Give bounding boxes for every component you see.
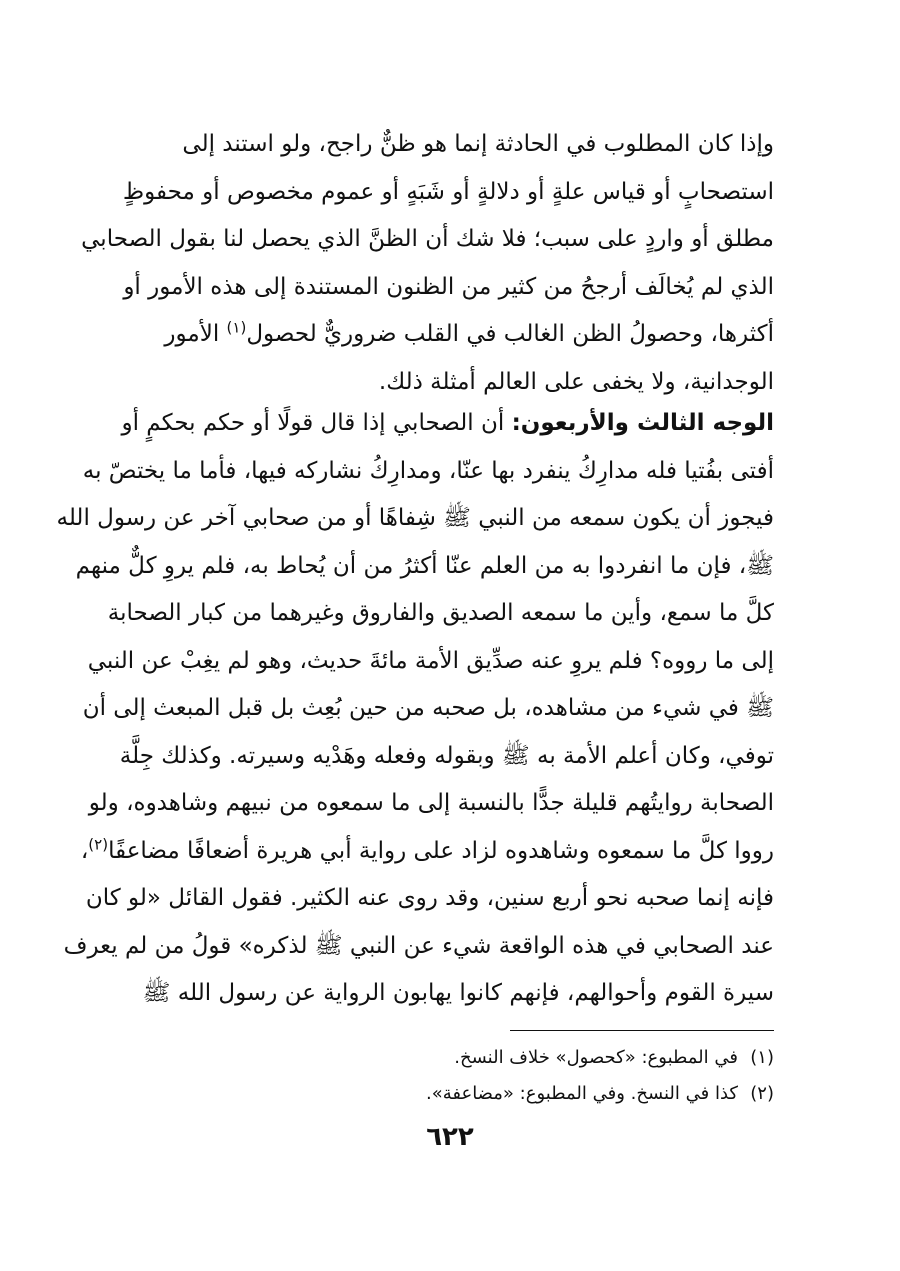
text-line: أفتى بفُتيا فله مدارِكُ ينفرد بها عنّا، ومدارِكُ نشاركه فيها، فأما ما يختصّ به [82, 457, 774, 484]
footnotes [380, 1040, 774, 1112]
footnote-text: كذا في النسخ. وفي المطبوع: «مضاعفة». [425, 1083, 738, 1104]
footnote-ref-1[interactable]: (١) [226, 318, 247, 337]
text-line: مطلق أو واردٍ على سبب؛ فلا شك أن الظنَّ الذي يحصل لنا بقول الصحابي [81, 226, 774, 252]
text-line: ﷺ في شيء من مشاهده، بل صحبه من حين بُعِث بل قبل المبعث إلى أن [82, 695, 774, 721]
text-line: إلى ما رووه؟ فلم يروِ عنه صدِّيق الأمة مائةَ حديث، وهو لم يغِبْ عن النبي [87, 647, 774, 674]
footnote-item [380, 1040, 774, 1076]
page-number: ٦٢٢ [426, 1122, 474, 1152]
text-line: فإنه إنما صحبه نحو أربع سنين، وقد روى عنه الكثير. فقول القائل «لو كان [85, 885, 774, 911]
paragraph-1 [81, 121, 774, 406]
footnote-text: في المطبوع: «كحصول» خلاف النسخ. [454, 1047, 738, 1068]
footnote-divider [510, 1030, 774, 1031]
paragraph-2 [56, 400, 774, 1018]
text-line: كلَّ ما سمع، وأين ما سمعه الصديق والفاروق وغيرهما من كبار الصحابة [107, 600, 774, 626]
text-line: عند الصحابي في هذه الواقعة شيء عن النبي ﷺ لذكره» قولُ من لم يعرف [63, 932, 774, 959]
text-line: أكثرها، وحصولُ الظن الغالب في القلب ضروريٌّ لحصول$^{(١)}$ الأمور [164, 318, 774, 347]
text-line: الوجه الثالث والأربعون: أن الصحابي إذا قال قولًا أو حكم بحكمٍ أو [121, 410, 774, 436]
text-line: الصحابة روايتُهم قليلة جدًّا بالنسبة إلى ما سمعوه من نبيهم وشاهدوه، ولو [88, 790, 774, 816]
text-line: الذي لم يُخالَف أرجحُ من كثير من الظنون المستندة إلى هذه الأمور أو [123, 273, 774, 300]
text-line: رووا كلَّ ما سمعوه وشاهدوه لزاد على رواية أبي هريرة أضعافًا مضاعفًا$^{(٢)}$، [80, 834, 774, 864]
footnote-number: (٢) [750, 1083, 774, 1104]
text-line: الوجدانية، ولا يخفى على العالم أمثلة ذلك. [378, 368, 774, 395]
footnote-ref-2[interactable]: (٢) [88, 834, 109, 853]
text-line: فيجوز أن يكون سمعه من النبي ﷺ شِفاهًا أو من صحابي آخر عن رسول الله [56, 505, 774, 531]
text-line: ﷺ، فإن ما انفردوا به من العلم عنّا أكثرُ من أن يُحاط به، فلم يروِ كلٌّ منهم [75, 552, 774, 579]
text-line: استصحابٍ أو قياس علةٍ أو دلالةٍ أو شَبَهٍ أو عموم مخصوص أو محفوظٍ [122, 178, 774, 205]
text-line: سيرة القوم وأحوالهم، فإنهم كانوا يهابون الرواية عن رسول الله ﷺ [142, 980, 774, 1006]
text-line: توفي، وكان أعلم الأمة به ﷺ وبقوله وفعله وهَدْيه وسيرته. وكذلك جِلَّة [119, 742, 774, 769]
text-line: وإذا كان المطلوب في الحادثة إنما هو ظنٌّ راجح، ولو استند إلى [182, 131, 774, 157]
footnote-item [380, 1076, 774, 1112]
section-heading: الوجه الثالث والأربعون: [511, 410, 774, 436]
footnote-number: (١) [750, 1047, 774, 1068]
